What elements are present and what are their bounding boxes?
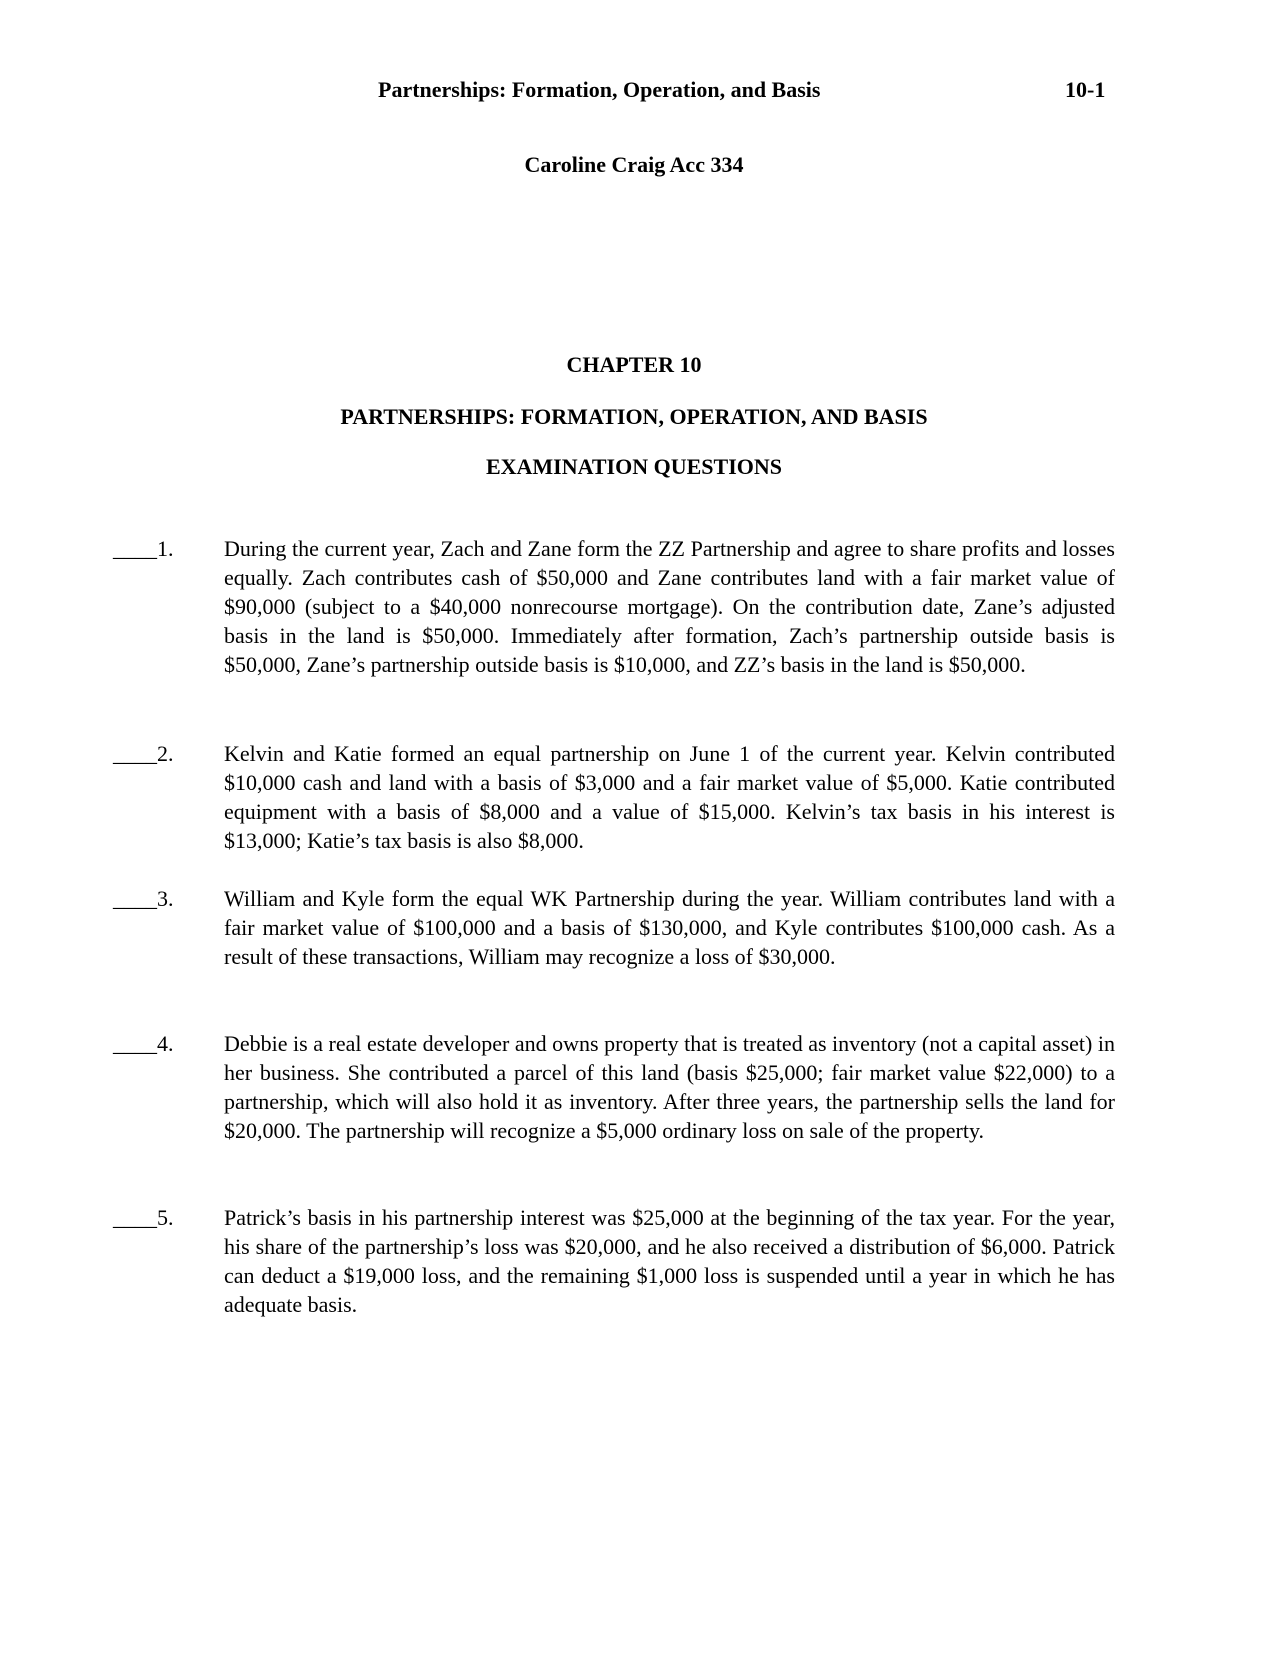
section-heading: EXAMINATION QUESTIONS (485, 454, 783, 479)
question-text: Debbie is a real estate developer and owns property that is treated as inventory (not a capital asset) in her business. She contributed a parcel of this land (basis $25,000; fair market value $22,000) to a partnership, which will also hold it as inventory. After three years, the partnership sells the land for $20,000. The partnership will recognize a $5,000 ordinary loss on sale of the property. (224, 1031, 1115, 1143)
chapter-title: PARTNERSHIPS: FORMATION, OPERATION, AND BASIS (340, 404, 928, 429)
question-text: During the current year, Zach and Zane form the ZZ Partnership and agree to share profits and losses equally. Zach contributes cash of $50,000 and Zane contributes land with a fair market value of $90,000 (subject to a $40,000 nonrecourse mortgage). On the contribution date, Zane’s adjusted basis in the land is $50,000. Immediately after formation, Zach’s partnership outside basis is $50,000, Zane’s partnership outside basis is $10,000, and ZZ’s basis in the land is $50,000. (224, 536, 1115, 677)
question-text: Patrick’s basis in his partnership interest was $25,000 at the beginning of the tax year. For the year, his share of the partnership’s loss was $20,000, and he also received a distribution of $6,000. Patrick can deduct a $19,000 loss, and the remaining $1,000 loss is suspended until a year in which he has adequate basis. (224, 1205, 1115, 1317)
answer-blank-5: ____5. (113, 1205, 174, 1230)
answer-blank-3: ____3. (113, 886, 174, 911)
page-number: 10-1 (1065, 77, 1106, 102)
answer-blank-2: ____2. (113, 741, 174, 766)
question-text: Kelvin and Katie formed an equal partnership on June 1 of the current year. Kelvin contributed $10,000 cash and land with a basis of $3,000 and a fair market value of $5,000. Katie contributed equipment with a basis of $8,000 and a value of $15,000. Kelvin’s tax basis in his interest is $13,000; Katie’s tax basis is also $8,000. (224, 741, 1115, 853)
question-text: William and Kyle form the equal WK Partnership during the year. William contributes land with a fair market value of $100,000 and a basis of $130,000, and Kyle contributes $100,000 cash. As a result of these transactions, William may recognize a loss of $30,000. (224, 886, 1115, 969)
author-line: Caroline Craig Acc 334 (524, 152, 744, 177)
running-title: Partnerships: Formation, Operation, and Basis (378, 77, 821, 102)
chapter-heading: CHAPTER 10 (566, 352, 702, 377)
answer-blank-4: ____4. (113, 1031, 174, 1056)
answer-blank-1: ____1. (113, 536, 174, 561)
